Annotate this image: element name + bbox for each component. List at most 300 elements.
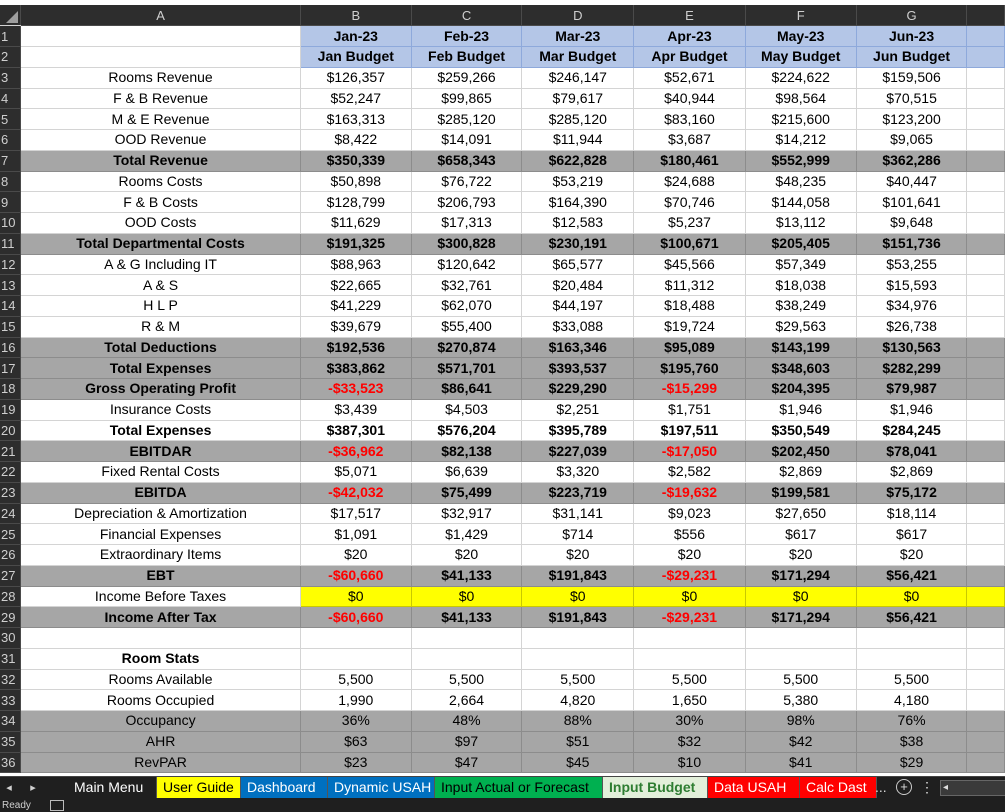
value-cell[interactable]: $98,564 [745,88,856,109]
value-cell[interactable]: $8,422 [300,130,411,151]
column-header-e[interactable]: E [634,5,746,26]
value-cell[interactable]: 76% [856,711,967,732]
value-cell[interactable]: $223,719 [522,482,634,503]
row-header[interactable]: 10 [0,213,21,234]
value-cell[interactable]: $56,421 [856,607,967,628]
overflow-cell[interactable] [967,171,1005,192]
value-cell[interactable] [745,628,856,649]
value-cell[interactable]: $164,390 [522,192,634,213]
row-label-cell[interactable]: Total Expenses [21,358,301,379]
value-cell[interactable]: $658,343 [411,150,522,171]
value-cell[interactable]: $11,944 [522,130,634,151]
row-label-cell[interactable] [21,628,301,649]
value-cell[interactable]: $101,641 [856,192,967,213]
value-cell[interactable]: $41,229 [300,296,411,317]
sheet-tab-main-menu[interactable]: Main Menu [68,777,157,798]
value-cell[interactable] [522,628,634,649]
row-label-cell[interactable]: OOD Revenue [21,130,301,151]
row-header[interactable]: 24 [0,503,21,524]
row-header[interactable]: 35 [0,731,21,752]
overflow-cell[interactable] [967,337,1005,358]
value-cell[interactable]: $56,421 [856,565,967,586]
overflow-cell[interactable] [967,482,1005,503]
overflow-cell[interactable] [967,150,1005,171]
row-label-cell[interactable]: Rooms Occupied [21,690,301,711]
overflow-cell[interactable] [967,358,1005,379]
value-cell[interactable]: $130,563 [856,337,967,358]
value-cell[interactable]: $70,746 [634,192,746,213]
row-header[interactable]: 19 [0,399,21,420]
value-cell[interactable]: -$60,660 [300,607,411,628]
value-cell[interactable]: $41,133 [411,565,522,586]
value-cell[interactable]: $5,237 [634,213,746,234]
row-header[interactable]: 32 [0,669,21,690]
value-cell[interactable]: $9,648 [856,213,967,234]
value-cell[interactable] [300,648,411,669]
row-header[interactable]: 12 [0,254,21,275]
value-cell[interactable]: $191,843 [522,565,634,586]
row-label-cell[interactable]: Gross Operating Profit [21,379,301,400]
value-cell[interactable]: $27,650 [745,503,856,524]
value-cell[interactable]: $556 [634,524,746,545]
value-cell[interactable]: $3,439 [300,399,411,420]
value-cell[interactable]: $0 [634,586,746,607]
value-cell[interactable] [634,628,746,649]
value-cell[interactable]: 5,500 [411,669,522,690]
row-header[interactable]: 21 [0,441,21,462]
value-cell[interactable]: $20,484 [522,275,634,296]
value-cell[interactable]: $40,447 [856,171,967,192]
value-cell[interactable] [411,648,522,669]
overflow-cell[interactable] [967,545,1005,566]
value-cell[interactable]: $227,039 [522,441,634,462]
value-cell[interactable]: 88% [522,711,634,732]
overflow-cell[interactable] [967,109,1005,130]
row-header[interactable]: 6 [0,130,21,151]
value-cell[interactable]: $126,357 [300,67,411,88]
row-header[interactable]: 1 [0,26,21,47]
value-cell[interactable]: $2,582 [634,462,746,483]
value-cell[interactable]: $0 [411,586,522,607]
row-label-cell[interactable]: Rooms Revenue [21,67,301,88]
macro-recorder-icon[interactable] [50,800,64,811]
value-cell[interactable]: $229,290 [522,379,634,400]
value-cell[interactable]: $180,461 [634,150,746,171]
value-cell[interactable]: $76,722 [411,171,522,192]
value-cell[interactable]: $144,058 [745,192,856,213]
value-cell[interactable]: $47 [411,752,522,773]
overflow-cell[interactable] [967,648,1005,669]
value-cell[interactable]: -$29,231 [634,607,746,628]
value-cell[interactable]: 1,990 [300,690,411,711]
value-cell[interactable]: $79,617 [522,88,634,109]
value-cell[interactable]: $75,172 [856,482,967,503]
overflow-cell[interactable] [967,524,1005,545]
value-cell[interactable]: $32 [634,731,746,752]
value-cell[interactable]: $51 [522,731,634,752]
value-cell[interactable]: $18,488 [634,296,746,317]
value-cell[interactable]: $1,429 [411,524,522,545]
row-header[interactable]: 30 [0,628,21,649]
row-header[interactable]: 14 [0,296,21,317]
value-cell[interactable]: $44,197 [522,296,634,317]
value-cell[interactable] [300,628,411,649]
value-cell[interactable]: $120,642 [411,254,522,275]
row-header[interactable]: 23 [0,482,21,503]
value-cell[interactable]: $20 [300,545,411,566]
value-cell[interactable]: $18,038 [745,275,856,296]
row-label-cell[interactable]: Income Before Taxes [21,586,301,607]
value-cell[interactable]: $2,869 [856,462,967,483]
column-header-a[interactable]: A [21,5,301,26]
value-cell[interactable]: $20 [634,545,746,566]
value-cell[interactable]: $75,499 [411,482,522,503]
overflow-cell[interactable] [967,690,1005,711]
value-cell[interactable]: $2,869 [745,462,856,483]
value-cell[interactable]: $9,065 [856,130,967,151]
sheet-tab-input-actual-or-forecast[interactable]: Input Actual or Forecast [435,777,603,798]
value-cell[interactable]: 36% [300,711,411,732]
value-cell[interactable]: $20 [745,545,856,566]
overflow-cell[interactable] [967,420,1005,441]
value-cell[interactable]: $20 [856,545,967,566]
value-cell[interactable]: $23 [300,752,411,773]
row-header[interactable]: 13 [0,275,21,296]
value-cell[interactable]: $576,204 [411,420,522,441]
row-label-cell[interactable]: Room Stats [21,648,301,669]
value-cell[interactable]: $192,536 [300,337,411,358]
value-cell[interactable]: $259,266 [411,67,522,88]
row-label-cell[interactable]: Rooms Costs [21,171,301,192]
overflow-cell[interactable] [967,26,1005,47]
month-header-cell[interactable]: May-23 [745,26,856,47]
row-label-cell[interactable]: R & M [21,316,301,337]
overflow-cell[interactable] [967,379,1005,400]
value-cell[interactable]: $171,294 [745,565,856,586]
row-header[interactable]: 26 [0,545,21,566]
value-cell[interactable]: $285,120 [522,109,634,130]
value-cell[interactable]: $14,212 [745,130,856,151]
value-cell[interactable]: $65,577 [522,254,634,275]
row-header[interactable]: 16 [0,337,21,358]
value-cell[interactable]: $29 [856,752,967,773]
value-cell[interactable]: $285,120 [411,109,522,130]
budget-header-cell[interactable]: Jun Budget [856,47,967,68]
value-cell[interactable]: $38 [856,731,967,752]
budget-header-cell[interactable]: Jan Budget [300,47,411,68]
value-cell[interactable]: $31,141 [522,503,634,524]
tab-options-icon[interactable]: ⋮ [920,779,934,795]
value-cell[interactable]: $79,987 [856,379,967,400]
value-cell[interactable]: $32,917 [411,503,522,524]
value-cell[interactable]: $199,581 [745,482,856,503]
value-cell[interactable]: 5,500 [522,669,634,690]
value-cell[interactable] [522,648,634,669]
value-cell[interactable]: $6,639 [411,462,522,483]
value-cell[interactable]: $53,255 [856,254,967,275]
overflow-cell[interactable] [967,441,1005,462]
value-cell[interactable]: $393,537 [522,358,634,379]
row-label-cell[interactable]: Occupancy [21,711,301,732]
overflow-cell[interactable] [967,669,1005,690]
value-cell[interactable]: $97 [411,731,522,752]
row-label-cell[interactable]: Fixed Rental Costs [21,462,301,483]
value-cell[interactable]: $52,247 [300,88,411,109]
value-cell[interactable]: $17,313 [411,213,522,234]
value-cell[interactable]: $622,828 [522,150,634,171]
value-cell[interactable]: $78,041 [856,441,967,462]
value-cell[interactable]: $45 [522,752,634,773]
value-cell[interactable]: $3,687 [634,130,746,151]
value-cell[interactable]: $191,325 [300,233,411,254]
overflow-cell[interactable] [967,213,1005,234]
value-cell[interactable]: $714 [522,524,634,545]
row-header[interactable]: 11 [0,233,21,254]
value-cell[interactable]: $128,799 [300,192,411,213]
value-cell[interactable]: 30% [634,711,746,732]
row-label-cell[interactable]: RevPAR [21,752,301,773]
tab-scroll-left-icon[interactable]: ◂ [6,782,12,794]
value-cell[interactable]: $22,665 [300,275,411,296]
value-cell[interactable]: $387,301 [300,420,411,441]
row-label-cell[interactable]: F & B Revenue [21,88,301,109]
sheet-tab-dynamic-usah[interactable]: Dynamic USAH [328,777,435,798]
row-label-cell[interactable]: F & B Costs [21,192,301,213]
overflow-cell[interactable] [967,275,1005,296]
row-header[interactable]: 31 [0,648,21,669]
value-cell[interactable]: $1,751 [634,399,746,420]
column-header-partial[interactable] [967,5,1005,26]
value-cell[interactable]: $617 [856,524,967,545]
value-cell[interactable]: $143,199 [745,337,856,358]
row-label-cell[interactable]: Income After Tax [21,607,301,628]
value-cell[interactable]: 2,664 [411,690,522,711]
value-cell[interactable]: $230,191 [522,233,634,254]
value-cell[interactable]: $70,515 [856,88,967,109]
value-cell[interactable]: $163,313 [300,109,411,130]
overflow-cell[interactable] [967,254,1005,275]
value-cell[interactable]: $350,549 [745,420,856,441]
row-label-cell[interactable]: Insurance Costs [21,399,301,420]
value-cell[interactable]: $362,286 [856,150,967,171]
value-cell[interactable]: $350,339 [300,150,411,171]
row-header[interactable]: 8 [0,171,21,192]
value-cell[interactable]: 1,650 [634,690,746,711]
value-cell[interactable]: $10 [634,752,746,773]
overflow-cell[interactable] [967,628,1005,649]
value-cell[interactable]: $20 [522,545,634,566]
row-header[interactable]: 9 [0,192,21,213]
row-label-cell[interactable]: M & E Revenue [21,109,301,130]
value-cell[interactable]: -$33,523 [300,379,411,400]
overflow-cell[interactable] [967,607,1005,628]
row-header[interactable]: 25 [0,524,21,545]
value-cell[interactable]: -$15,299 [634,379,746,400]
add-sheet-icon[interactable]: + [896,779,912,795]
row-label-cell[interactable]: EBITDAR [21,441,301,462]
value-cell[interactable]: $552,999 [745,150,856,171]
value-cell[interactable]: $348,603 [745,358,856,379]
overflow-cell[interactable] [967,67,1005,88]
overflow-cell[interactable] [967,586,1005,607]
value-cell[interactable]: $38,249 [745,296,856,317]
value-cell[interactable]: $52,671 [634,67,746,88]
value-cell[interactable]: $19,724 [634,316,746,337]
value-cell[interactable]: $9,023 [634,503,746,524]
value-cell[interactable] [745,648,856,669]
scroll-left-icon[interactable]: ◂ [943,782,949,793]
value-cell[interactable]: 48% [411,711,522,732]
value-cell[interactable]: $11,312 [634,275,746,296]
value-cell[interactable]: $41,133 [411,607,522,628]
value-cell[interactable] [411,628,522,649]
value-cell[interactable] [634,648,746,669]
row-label-cell[interactable]: Total Revenue [21,150,301,171]
value-cell[interactable]: $0 [856,586,967,607]
value-cell[interactable]: $191,843 [522,607,634,628]
value-cell[interactable]: $171,294 [745,607,856,628]
value-cell[interactable] [856,648,967,669]
overflow-cell[interactable] [967,192,1005,213]
month-header-cell[interactable]: Feb-23 [411,26,522,47]
row-label-cell[interactable]: Total Deductions [21,337,301,358]
overflow-cell[interactable] [967,565,1005,586]
value-cell[interactable]: $4,503 [411,399,522,420]
row-header[interactable]: 34 [0,711,21,732]
value-cell[interactable]: -$42,032 [300,482,411,503]
row-label-cell[interactable]: OOD Costs [21,213,301,234]
value-cell[interactable]: $224,622 [745,67,856,88]
budget-header-cell[interactable]: Apr Budget [634,47,746,68]
column-header-c[interactable]: C [411,5,522,26]
value-cell[interactable]: $42 [745,731,856,752]
row-label-cell[interactable]: A & G Including IT [21,254,301,275]
value-cell[interactable]: 4,180 [856,690,967,711]
value-cell[interactable]: $3,320 [522,462,634,483]
value-cell[interactable]: $282,299 [856,358,967,379]
overflow-cell[interactable] [967,731,1005,752]
value-cell[interactable]: $40,944 [634,88,746,109]
month-header-cell[interactable]: Jan-23 [300,26,411,47]
value-cell[interactable]: $26,738 [856,316,967,337]
value-cell[interactable]: $0 [300,586,411,607]
row-header[interactable]: 4 [0,88,21,109]
budget-header-cell[interactable]: May Budget [745,47,856,68]
sheet-tab-input-budget[interactable]: Input Budget [603,777,708,798]
value-cell[interactable]: $395,789 [522,420,634,441]
value-cell[interactable]: $246,147 [522,67,634,88]
value-cell[interactable]: $53,219 [522,171,634,192]
row-label-cell[interactable]: Extraordinary Items [21,545,301,566]
value-cell[interactable]: $195,760 [634,358,746,379]
value-cell[interactable]: $95,089 [634,337,746,358]
row-label-cell[interactable]: AHR [21,731,301,752]
value-cell[interactable]: $62,070 [411,296,522,317]
value-cell[interactable]: $18,114 [856,503,967,524]
value-cell[interactable]: $86,641 [411,379,522,400]
value-cell[interactable]: $34,976 [856,296,967,317]
value-cell[interactable]: $24,688 [634,171,746,192]
row-label-cell[interactable]: Depreciation & Amortization [21,503,301,524]
value-cell[interactable]: $99,865 [411,88,522,109]
column-header-f[interactable]: F [745,5,856,26]
row-label-cell[interactable]: Total Expenses [21,420,301,441]
column-header-g[interactable]: G [856,5,967,26]
value-cell[interactable]: $300,828 [411,233,522,254]
value-cell[interactable]: -$36,962 [300,441,411,462]
value-cell[interactable]: $100,671 [634,233,746,254]
value-cell[interactable]: $45,566 [634,254,746,275]
value-cell[interactable]: $63 [300,731,411,752]
budget-header-cell[interactable]: Feb Budget [411,47,522,68]
row-header[interactable]: 15 [0,316,21,337]
value-cell[interactable]: $163,346 [522,337,634,358]
month-header-cell[interactable]: Mar-23 [522,26,634,47]
value-cell[interactable]: $32,761 [411,275,522,296]
value-cell[interactable]: $617 [745,524,856,545]
row-header[interactable]: 3 [0,67,21,88]
row-header[interactable]: 5 [0,109,21,130]
sheet-tab-user-guide[interactable]: User Guide [157,777,241,798]
value-cell[interactable]: -$29,231 [634,565,746,586]
overflow-cell[interactable] [967,233,1005,254]
row-header[interactable]: 33 [0,690,21,711]
value-cell[interactable]: $15,593 [856,275,967,296]
column-header-d[interactable]: D [522,5,634,26]
value-cell[interactable]: $383,862 [300,358,411,379]
value-cell[interactable]: $82,138 [411,441,522,462]
value-cell[interactable]: $17,517 [300,503,411,524]
value-cell[interactable]: $1,946 [745,399,856,420]
value-cell[interactable]: $202,450 [745,441,856,462]
value-cell[interactable]: $5,071 [300,462,411,483]
select-all-corner[interactable] [0,5,21,26]
tab-scroll-right-icon[interactable]: ▸ [30,782,36,794]
value-cell[interactable]: $11,629 [300,213,411,234]
value-cell[interactable]: $0 [745,586,856,607]
budget-header-cell[interactable]: Mar Budget [522,47,634,68]
row-label-cell[interactable]: Total Departmental Costs [21,233,301,254]
row-header[interactable]: 29 [0,607,21,628]
row-header[interactable]: 2 [0,47,21,68]
value-cell[interactable]: $205,405 [745,233,856,254]
value-cell[interactable]: 5,500 [856,669,967,690]
overflow-cell[interactable] [967,316,1005,337]
month-header-cell[interactable]: Apr-23 [634,26,746,47]
value-cell[interactable]: $270,874 [411,337,522,358]
value-cell[interactable]: $12,583 [522,213,634,234]
value-cell[interactable]: -$17,050 [634,441,746,462]
overflow-cell[interactable] [967,752,1005,773]
value-cell[interactable]: $14,091 [411,130,522,151]
value-cell[interactable]: $83,160 [634,109,746,130]
overflow-cell[interactable] [967,399,1005,420]
overflow-cell[interactable] [967,462,1005,483]
value-cell[interactable]: $215,600 [745,109,856,130]
row-label-cell[interactable]: H L P [21,296,301,317]
more-tabs-ellipsis[interactable]: ... [875,779,887,795]
value-cell[interactable]: $39,679 [300,316,411,337]
row-label-cell[interactable]: EBT [21,565,301,586]
column-header-b[interactable]: B [300,5,411,26]
month-header-cell[interactable]: Jun-23 [856,26,967,47]
horizontal-scrollbar[interactable] [940,780,1005,796]
row-header[interactable]: 28 [0,586,21,607]
value-cell[interactable]: $123,200 [856,109,967,130]
row-header[interactable]: 22 [0,462,21,483]
value-cell[interactable]: 4,820 [522,690,634,711]
value-cell[interactable]: $55,400 [411,316,522,337]
